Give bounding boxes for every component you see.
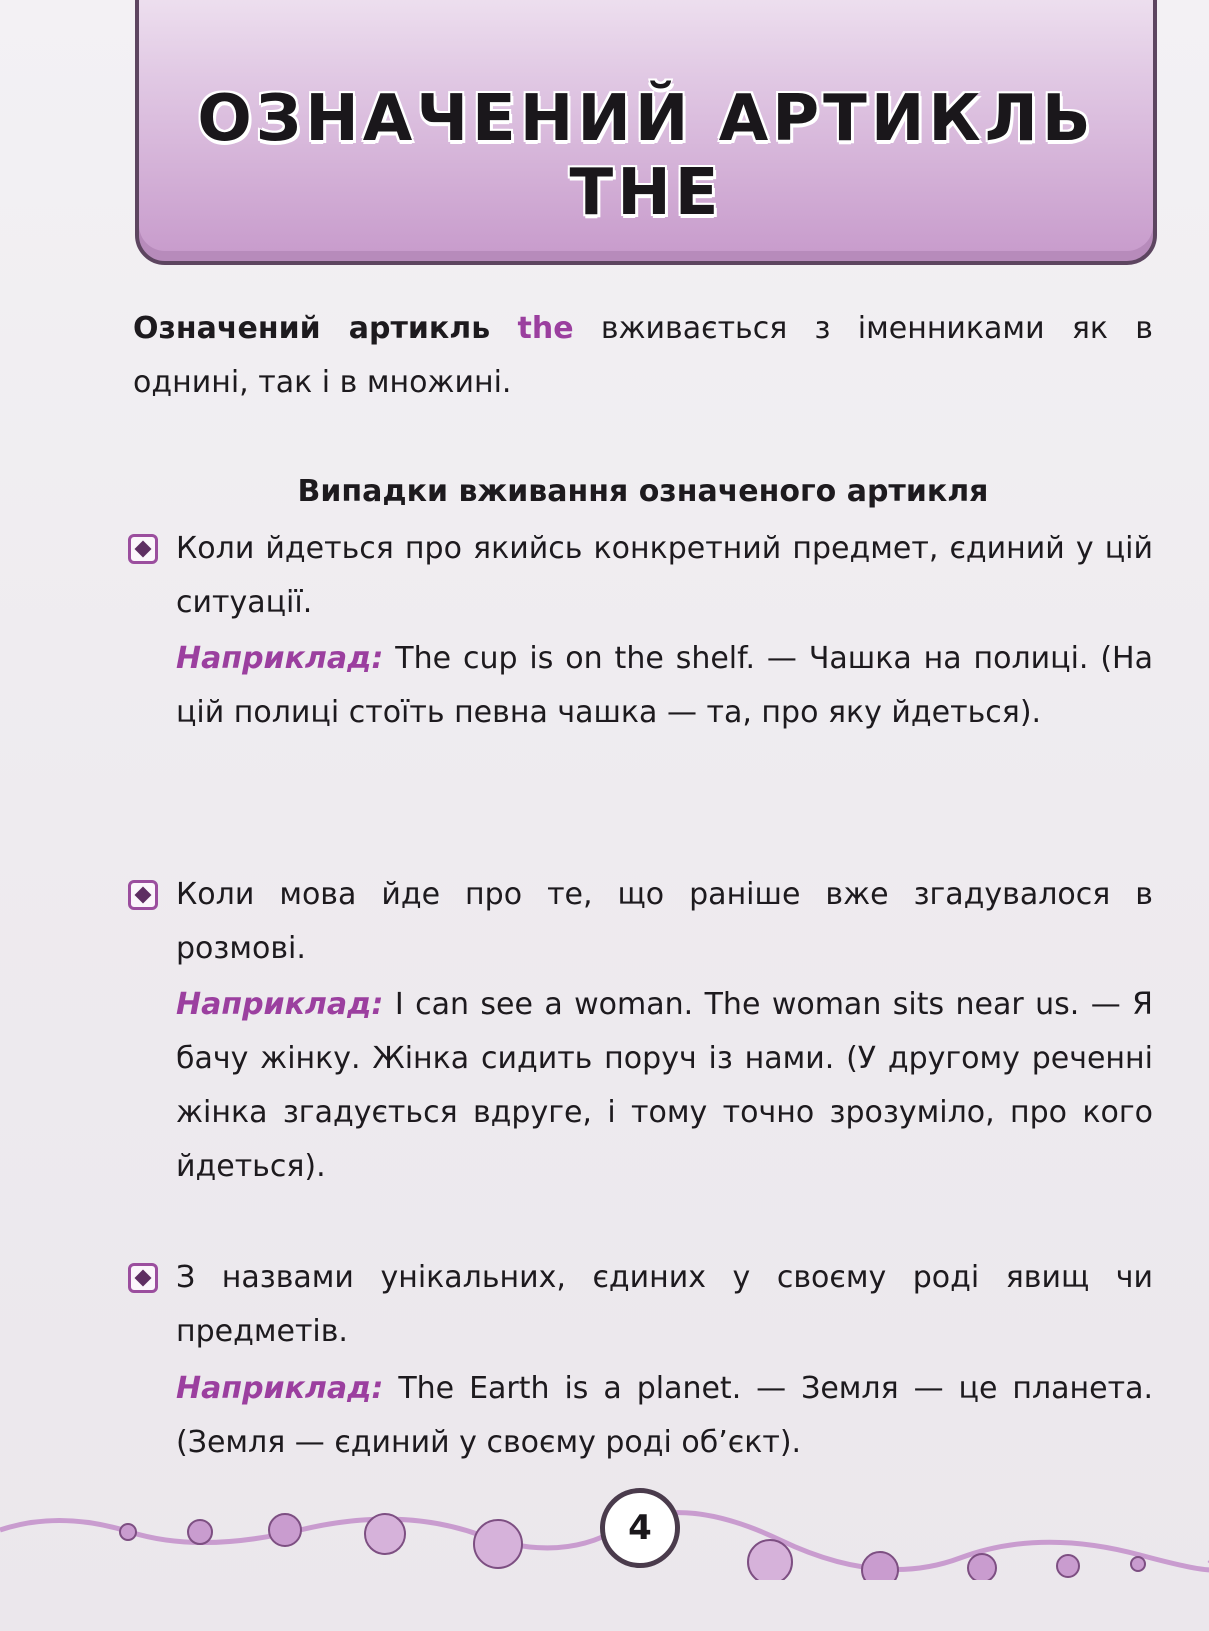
footer-dot — [862, 1552, 898, 1580]
example-label: Наприклад: — [176, 641, 384, 676]
example-label: Наприклад: — [176, 1371, 384, 1406]
case-3-text: З назвами унікальних, єдиних у своєму роді явищ чи предметів. — [176, 1260, 1153, 1349]
footer-dot — [1131, 1557, 1145, 1571]
footer-dot — [748, 1540, 792, 1580]
case-1-example — [176, 632, 1153, 740]
page-number: 4 — [600, 1488, 680, 1568]
diamond-bullet-icon — [128, 1263, 158, 1293]
footer-dot — [474, 1520, 522, 1568]
footer-dot — [1057, 1555, 1079, 1577]
title-banner — [135, 0, 1157, 265]
case-2-example — [176, 978, 1153, 1194]
diamond-bullet-icon — [128, 880, 158, 910]
page-title: ОЗНАЧЕНИЙ АРТИКЛЬ THE — [197, 82, 1095, 230]
example-label: Наприклад: — [176, 987, 384, 1022]
footer-dot — [365, 1514, 405, 1554]
footer-dot — [120, 1524, 136, 1540]
intro-keyword: the — [517, 311, 574, 346]
case-2-example-text: I can see a woman. The woman sits near us. — Я бачу жінку. Жінка сидить поруч із нами. (У другому реченні жінка згадується вдруге, і тому точно зрозуміло, про кого йдеться). — [176, 987, 1153, 1184]
footer-dot — [188, 1520, 212, 1544]
diamond-bullet-icon — [128, 534, 158, 564]
footer-dot — [269, 1514, 301, 1546]
intro-term: Означений артикль — [133, 311, 491, 346]
case-1-example-text: The cup is on the shelf. — Чашка на полиці. (На цій полиці стоїть певна чашка — та, про яку йдеться). — [176, 641, 1153, 730]
intro-text: вживається з іменниками як в однині, так і в множині. — [133, 311, 1153, 400]
footer-dot — [968, 1554, 996, 1580]
case-2-text: Коли мова йде про те, що раніше вже згадувалося в розмові. — [176, 877, 1153, 966]
intro-paragraph — [133, 302, 1153, 410]
case-3-example-text: The Earth is a planet. — Земля — це планета. (Земля — єдиний у своєму роді об’єкт). — [176, 1371, 1153, 1460]
case-1-text: Коли йдеться про якийсь конкретний предмет, єдиний у цій ситуації. — [176, 531, 1153, 620]
cases-heading: Випадки вживання означеного артикля — [297, 474, 989, 509]
